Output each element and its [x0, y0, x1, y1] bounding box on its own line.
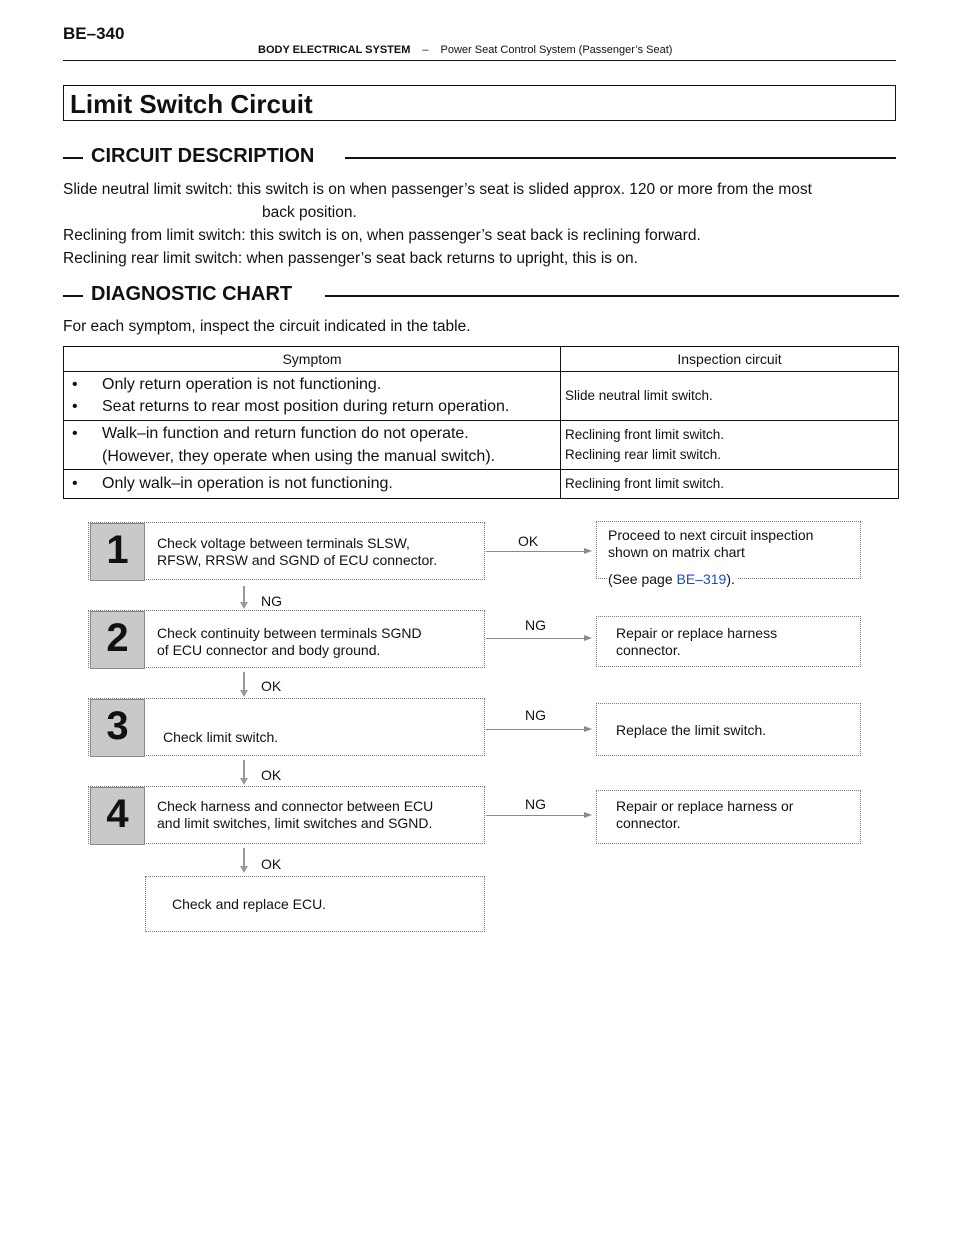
step-4-side-label: NG	[525, 796, 546, 812]
step-2-entry-label: NG	[261, 593, 282, 609]
symptom-cell	[64, 421, 561, 470]
result-text-line: connector.	[616, 815, 681, 831]
step-3-result-text	[616, 722, 766, 739]
result-text-line: Repair or replace harness or	[616, 798, 794, 814]
symptom-text: Walk–in function and return function do not operate.	[102, 425, 469, 442]
diagnostic-chart-heading	[63, 283, 899, 307]
symptom-text: Seat returns to rear most position during return operation.	[102, 398, 510, 415]
description-line-3: Reclining rear limit switch: when passenger’s seat back returns to upright, this is on.	[63, 250, 638, 267]
step-4-result-text	[616, 798, 793, 832]
circuit-description-title: CIRCUIT DESCRIPTION	[91, 145, 315, 167]
arrow-down-icon	[240, 866, 248, 873]
step-4-number-box	[90, 787, 145, 845]
result-text-line: Repair or replace harness	[616, 625, 778, 641]
header-separator: –	[422, 44, 429, 56]
step-text-line: Check voltage between terminals SLSW,	[157, 535, 410, 551]
column-header-symptom: Symptom	[64, 347, 561, 372]
inspection-cell	[561, 421, 899, 470]
step-3-entry-label: OK	[261, 678, 282, 694]
subsection-title: Power Seat Control System (Passenger’s Seat)	[440, 44, 673, 56]
heading-rule-right	[325, 295, 899, 297]
result-text-line: Proceed to next circuit inspection	[608, 527, 814, 543]
connector-line	[486, 638, 584, 639]
bullet: •	[72, 376, 78, 393]
step-number: 4	[106, 792, 129, 836]
step-3-text	[163, 729, 278, 746]
step-number: 1	[106, 528, 129, 572]
final-entry-label: OK	[261, 856, 282, 872]
step-1-side-label: OK	[518, 533, 539, 549]
table-row	[64, 372, 899, 421]
see-page-prefix: (See page	[608, 571, 677, 587]
step-3-side-label: NG	[525, 707, 546, 723]
inspection-text: Reclining rear limit switch.	[565, 447, 722, 462]
inspection-text: Slide neutral limit switch.	[565, 388, 713, 403]
circuit-description-heading	[63, 145, 896, 169]
symptom-item	[68, 422, 556, 445]
inspection-cell	[561, 470, 899, 499]
page-title-box	[63, 85, 896, 121]
final-step-text: Check and replace ECU.	[172, 896, 327, 912]
page-number: BE–340	[63, 24, 125, 43]
description-line-1: Slide neutral limit switch: this switch is on when passenger’s seat is slided approx. 120 or more from the most	[63, 181, 812, 198]
result-text-line: shown on matrix chart	[608, 544, 745, 560]
diagnostic-table	[63, 346, 899, 499]
symptom-note: (However, they operate when using the manual switch).	[102, 448, 496, 465]
connector-line	[486, 729, 584, 730]
connector-line	[243, 672, 245, 690]
page-title: Limit Switch Circuit	[70, 89, 313, 119]
see-page-suffix: ).	[726, 571, 735, 587]
step-text-line: Check harness and connector between ECU	[157, 798, 434, 814]
symptom-cell	[64, 470, 561, 499]
column-header-inspection: Inspection circuit	[561, 347, 899, 372]
page-link[interactable]: BE–319	[676, 571, 727, 587]
arrow-down-icon	[240, 602, 248, 609]
bullet: •	[72, 425, 78, 442]
section-title: BODY ELECTRICAL SYSTEM	[258, 44, 411, 56]
table-row	[64, 421, 899, 470]
bullet: •	[72, 475, 78, 492]
description-line-2: Reclining from limit switch: this switch is on, when passenger’s seat back is reclining forward.	[63, 227, 701, 244]
table-row	[64, 470, 899, 499]
heading-rule-left	[63, 295, 83, 297]
connector-line	[243, 760, 245, 778]
diagnostic-chart-title: DIAGNOSTIC CHART	[91, 283, 293, 305]
arrow-down-icon	[240, 778, 248, 785]
step-4-text	[157, 798, 433, 832]
step-text-line: and limit switches, limit switches and SGND.	[157, 815, 433, 831]
connector-line	[486, 815, 584, 816]
symptom-text: Only return operation is not functioning.	[102, 376, 382, 393]
arrow-right-icon	[584, 812, 592, 818]
table-header-row	[64, 347, 899, 372]
step-1-number-box	[90, 523, 145, 581]
result-text-line: Replace the limit switch.	[616, 722, 767, 738]
inspection-text: Reclining front limit switch.	[565, 476, 725, 491]
inspection-text: Reclining front limit switch.	[565, 427, 725, 442]
diagnostic-intro: For each symptom, inspect the circuit indicated in the table.	[63, 318, 471, 335]
connector-line	[243, 848, 245, 866]
step-text-line: Check limit switch.	[163, 729, 279, 745]
arrow-right-icon	[584, 548, 592, 554]
step-text-line: RFSW, RRSW and SGND of ECU connector.	[157, 552, 438, 568]
symptom-item	[68, 473, 556, 495]
step-number: 3	[106, 704, 129, 748]
step-1-result-text	[608, 527, 813, 561]
step-1-text	[157, 535, 437, 569]
step-2-text	[157, 625, 422, 659]
step-text-line: of ECU connector and body ground.	[157, 642, 381, 658]
arrow-right-icon	[584, 635, 592, 641]
bullet: •	[72, 398, 78, 415]
heading-rule-left	[63, 157, 83, 159]
step-2-result-text	[616, 625, 777, 659]
step-4-entry-label: OK	[261, 767, 282, 783]
symptom-cell	[64, 372, 561, 421]
step-2-side-label: NG	[525, 617, 546, 633]
result-text-line: connector.	[616, 642, 681, 658]
connector-line	[243, 586, 245, 602]
connector-line	[486, 551, 584, 552]
step-number: 2	[106, 616, 129, 660]
step-3-number-box	[90, 699, 145, 757]
header-rule	[63, 60, 896, 61]
step-3-box	[88, 698, 485, 756]
heading-rule-right	[345, 157, 896, 159]
step-2-number-box	[90, 611, 145, 669]
inspection-cell	[561, 372, 899, 421]
symptom-item	[68, 374, 556, 396]
arrow-down-icon	[240, 690, 248, 697]
step-text-line: Check continuity between terminals SGND	[157, 625, 422, 641]
arrow-right-icon	[584, 726, 592, 732]
symptom-item	[68, 396, 556, 418]
symptom-text: Only walk–in operation is not functioning.	[102, 475, 393, 492]
description-line-1-cont: back position.	[262, 204, 357, 221]
see-page-reference	[608, 571, 737, 588]
running-header	[258, 44, 672, 56]
